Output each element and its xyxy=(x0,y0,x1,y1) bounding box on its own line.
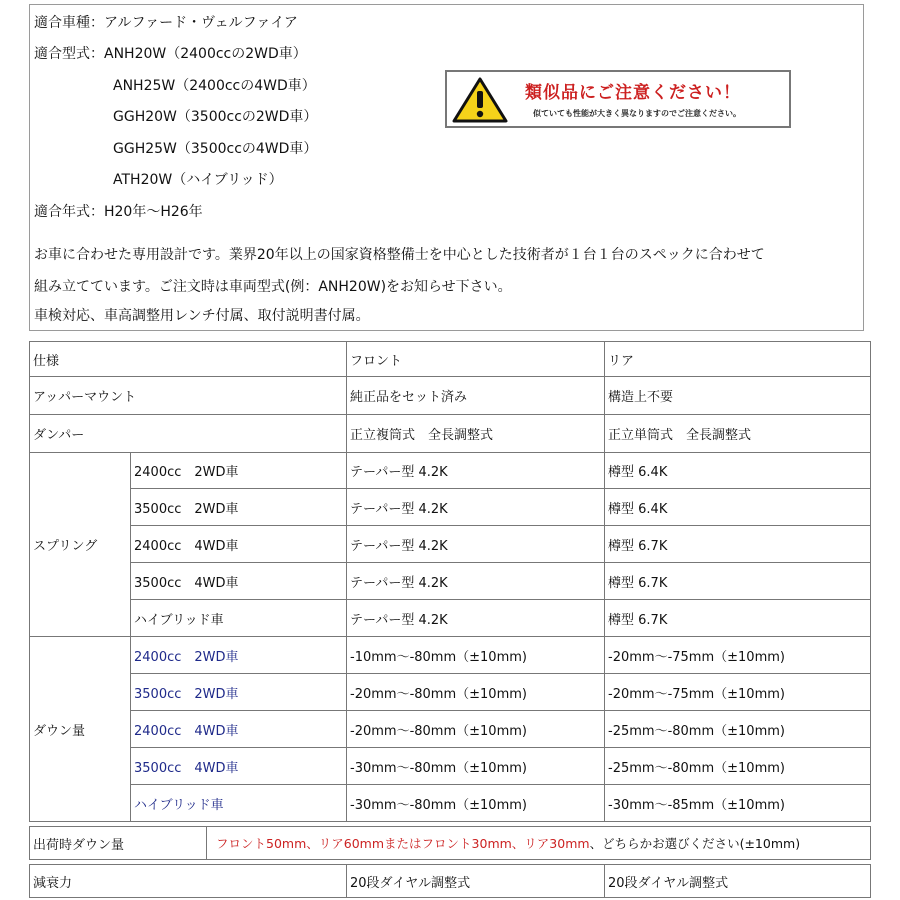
spec-value: 正立単筒式 全長調整式 xyxy=(605,415,871,453)
model-value: GGH20W（3500ccの2WD車） xyxy=(113,109,318,125)
table-row xyxy=(30,377,871,415)
spec-value: 20段ダイヤル調整式 xyxy=(347,865,605,898)
vehicle-line xyxy=(34,14,298,32)
vehicle-value: アルファード・ヴェルファイア xyxy=(104,15,298,31)
ship-option-a: フロント50mm、リア60mm xyxy=(216,836,385,851)
model-value: GGH25W（3500ccの4WD車） xyxy=(113,141,318,157)
table-row xyxy=(30,453,871,489)
down-model: ハイブリッド車 xyxy=(131,785,347,822)
spring-rear: 樽型 6.7K xyxy=(605,563,871,600)
table-row xyxy=(30,415,871,453)
ship-value xyxy=(207,827,871,860)
warning-subtitle: 似ていても性能が大きく異なりますのでご注意ください。 xyxy=(533,109,741,118)
down-front: -10mm〜-80mm（±10mm) xyxy=(347,637,605,674)
table-row xyxy=(30,674,871,711)
year-value: H20年〜H26年 xyxy=(104,204,203,220)
spec-label: ダンパー xyxy=(30,415,347,453)
model-value: ATH20W（ハイブリッド） xyxy=(113,172,283,188)
spring-rear: 樽型 6.4K xyxy=(605,453,871,489)
down-front: -30mm〜-80mm（±10mm) xyxy=(347,748,605,785)
warning-triangle-icon xyxy=(451,76,509,124)
down-model: 3500cc 2WD車 xyxy=(131,674,347,711)
spring-model: 2400cc 4WD車 xyxy=(131,526,347,563)
spring-front: テーパー型 4.2K xyxy=(347,453,605,489)
model-label: 適合型式： xyxy=(34,46,104,62)
table-row xyxy=(30,637,871,674)
table-row xyxy=(30,600,871,637)
spring-rear: 樽型 6.7K xyxy=(605,600,871,637)
ship-or: または xyxy=(384,836,422,851)
down-model: 3500cc 4WD車 xyxy=(131,748,347,785)
table-row xyxy=(30,827,871,860)
product-info-box xyxy=(29,4,864,331)
down-rear: -25mm〜-80mm（±10mm) xyxy=(605,748,871,785)
spring-model: 3500cc 4WD車 xyxy=(131,563,347,600)
spec-value: 正立複筒式 全長調整式 xyxy=(347,415,605,453)
down-front: -20mm〜-80mm（±10mm) xyxy=(347,674,605,711)
description-line: 車検対応、車高調整用レンチ付属、取付説明書付属。 xyxy=(34,308,370,324)
year-line xyxy=(34,203,203,221)
ship-tail: 、どちらかお選びください(±10mm) xyxy=(589,836,801,851)
table-row xyxy=(30,711,871,748)
spring-front: テーパー型 4.2K xyxy=(347,563,605,600)
down-rear: -20mm〜-75mm（±10mm) xyxy=(605,637,871,674)
spring-front: テーパー型 4.2K xyxy=(347,600,605,637)
spring-model: 3500cc 2WD車 xyxy=(131,489,347,526)
spring-model: ハイブリッド車 xyxy=(131,600,347,637)
spring-front: テーパー型 4.2K xyxy=(347,526,605,563)
table-row xyxy=(30,865,871,898)
ship-label: 出荷時ダウン量 xyxy=(30,827,207,860)
spec-label: アッパーマウント xyxy=(30,377,347,415)
down-rear: -25mm〜-80mm（±10mm) xyxy=(605,711,871,748)
table-row xyxy=(30,342,871,377)
warning-title: 類似品にご注意ください！ xyxy=(525,83,741,103)
ship-option-b: フロント30mm、リア30mm xyxy=(421,836,590,851)
down-label: ダウン量 xyxy=(30,637,131,822)
model-value: ANH20W（2400ccの2WD車） xyxy=(104,46,307,62)
spec-value: 20段ダイヤル調整式 xyxy=(605,865,871,898)
spec-value: 構造上不要 xyxy=(605,377,871,415)
vehicle-label: 適合車種： xyxy=(34,15,104,31)
header-cell: 仕様 xyxy=(30,342,347,377)
spring-front: テーパー型 4.2K xyxy=(347,489,605,526)
table-row xyxy=(30,785,871,822)
table-row xyxy=(30,748,871,785)
description-line: 組み立てています。ご注文時は車両型式(例：ANH20W)をお知らせ下さい。 xyxy=(34,279,512,295)
spring-label: スプリング xyxy=(30,453,131,637)
spec-value: 純正品をセット済み xyxy=(347,377,605,415)
year-label: 適合年式： xyxy=(34,204,104,220)
model-value: ANH25W（2400ccの4WD車） xyxy=(113,78,316,94)
spring-rear: 樽型 6.4K xyxy=(605,489,871,526)
table-row xyxy=(30,563,871,600)
table-row xyxy=(30,489,871,526)
header-cell: リア xyxy=(605,342,871,377)
down-rear: -30mm〜-85mm（±10mm) xyxy=(605,785,871,822)
down-rear: -20mm〜-75mm（±10mm) xyxy=(605,674,871,711)
spring-rear: 樽型 6.7K xyxy=(605,526,871,563)
down-model: 2400cc 2WD車 xyxy=(131,637,347,674)
similar-product-warning xyxy=(445,70,791,128)
table-row xyxy=(30,526,871,563)
spec-label: 減衰力 xyxy=(30,865,347,898)
model-line xyxy=(34,45,307,63)
down-model: 2400cc 4WD車 xyxy=(131,711,347,748)
header-cell: フロント xyxy=(347,342,605,377)
down-front: -20mm〜-80mm（±10mm) xyxy=(347,711,605,748)
spec-table xyxy=(29,341,871,898)
spring-model: 2400cc 2WD車 xyxy=(131,453,347,489)
down-front: -30mm〜-80mm（±10mm) xyxy=(347,785,605,822)
description-line: お車に合わせた専用設計です。業界20年以上の国家資格整備士を中心とした技術者が１台１台のスペックに合わせて xyxy=(34,247,765,263)
